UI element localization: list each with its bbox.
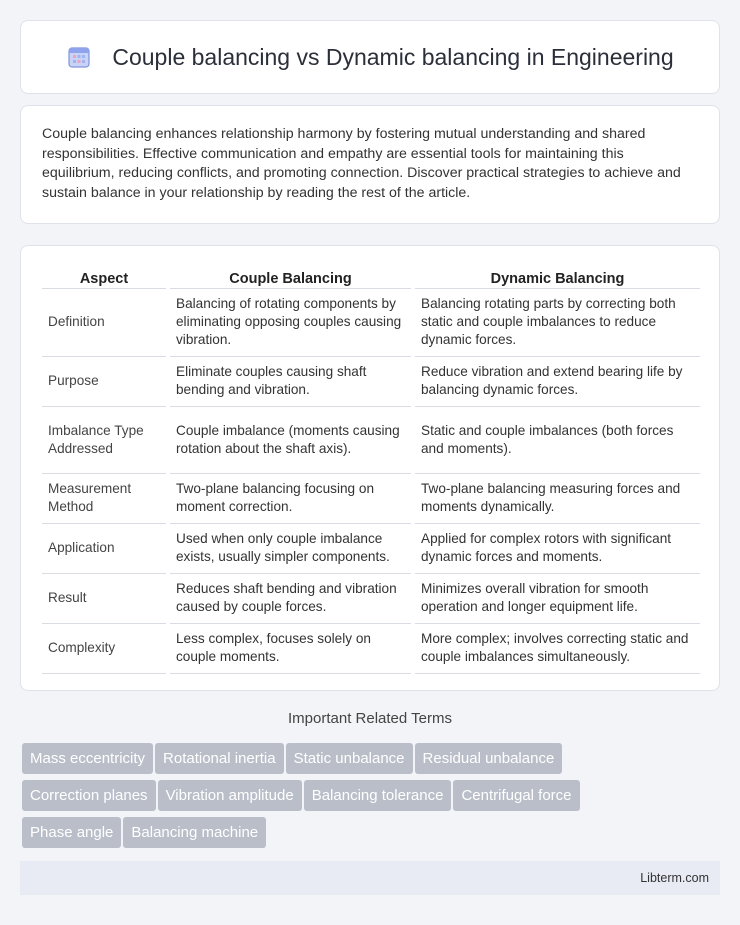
row-aspect: Definition [42,289,166,357]
page-title: Couple balancing vs Dynamic balancing in Engineering [112,43,674,70]
term-tag[interactable]: Phase angle [22,817,121,848]
row-aspect: Measurement Method [42,474,166,524]
header-aspect: Aspect [42,266,166,289]
intro-card [20,105,720,224]
header-card [20,20,720,94]
term-tag[interactable]: Balancing machine [123,817,266,848]
table-row [42,357,700,407]
footer-site-link[interactable]: Libterm.com [640,871,709,885]
footer [20,861,720,895]
row-aspect: Purpose [42,357,166,407]
row-couple: Balancing of rotating components by eliminating opposing couples causing vibration. [170,289,411,357]
row-couple: Reduces shaft bending and vibration caused by couple forces. [170,574,411,624]
term-tag[interactable]: Mass eccentricity [22,743,153,774]
related-terms-list [22,743,722,854]
row-aspect: Result [42,574,166,624]
calendar-icon [66,44,92,70]
row-couple: Eliminate couples causing shaft bending and vibration. [170,357,411,407]
comparison-table [38,266,704,674]
row-couple: Two-plane balancing focusing on moment correction. [170,474,411,524]
row-couple: Used when only couple imbalance exists, usually simpler components. [170,524,411,574]
row-dynamic: Static and couple imbalances (both forces and moments). [415,407,700,474]
row-couple: Couple imbalance (moments causing rotation about the shaft axis). [170,407,411,474]
row-dynamic: Reduce vibration and extend bearing life by balancing dynamic forces. [415,357,700,407]
table-row [42,407,700,474]
row-aspect: Complexity [42,624,166,674]
term-tag[interactable]: Static unbalance [286,743,413,774]
term-tag[interactable]: Rotational inertia [155,743,284,774]
table-header-row [42,266,700,289]
header-dynamic-balancing: Dynamic Balancing [415,266,700,289]
term-tag[interactable]: Correction planes [22,780,156,811]
table-row [42,624,700,674]
row-dynamic: Applied for complex rotors with significant dynamic forces and moments. [415,524,700,574]
row-dynamic: Minimizes overall vibration for smooth operation and longer equipment life. [415,574,700,624]
header-couple-balancing: Couple Balancing [170,266,411,289]
term-tag[interactable]: Vibration amplitude [158,780,302,811]
row-dynamic: More complex; involves correcting static and couple imbalances simultaneously. [415,624,700,674]
term-tag[interactable]: Centrifugal force [453,780,579,811]
comparison-card [20,245,720,691]
term-tag[interactable]: Balancing tolerance [304,780,452,811]
row-dynamic: Two-plane balancing measuring forces and moments dynamically. [415,474,700,524]
table-row [42,574,700,624]
row-aspect: Application [42,524,166,574]
table-row [42,474,700,524]
table-row [42,524,700,574]
related-terms-title: Important Related Terms [288,710,452,727]
table-row [42,289,700,357]
row-aspect: Imbalance Type Addressed [42,407,166,474]
intro-text: Couple balancing enhances relationship harmony by fostering mutual understanding and shared responsibilities. Effective communication and empathy are essential tools for maintaining this equilibrium, reducing conflicts, and promoting connection. Discover practical strategies to achieve and sustain balance in your relationship by reading the rest of the article. [42,126,681,201]
row-dynamic: Balancing rotating parts by correcting both static and couple imbalances to reduce dynamic forces. [415,289,700,357]
row-couple: Less complex, focuses solely on couple moments. [170,624,411,674]
term-tag[interactable]: Residual unbalance [415,743,563,774]
